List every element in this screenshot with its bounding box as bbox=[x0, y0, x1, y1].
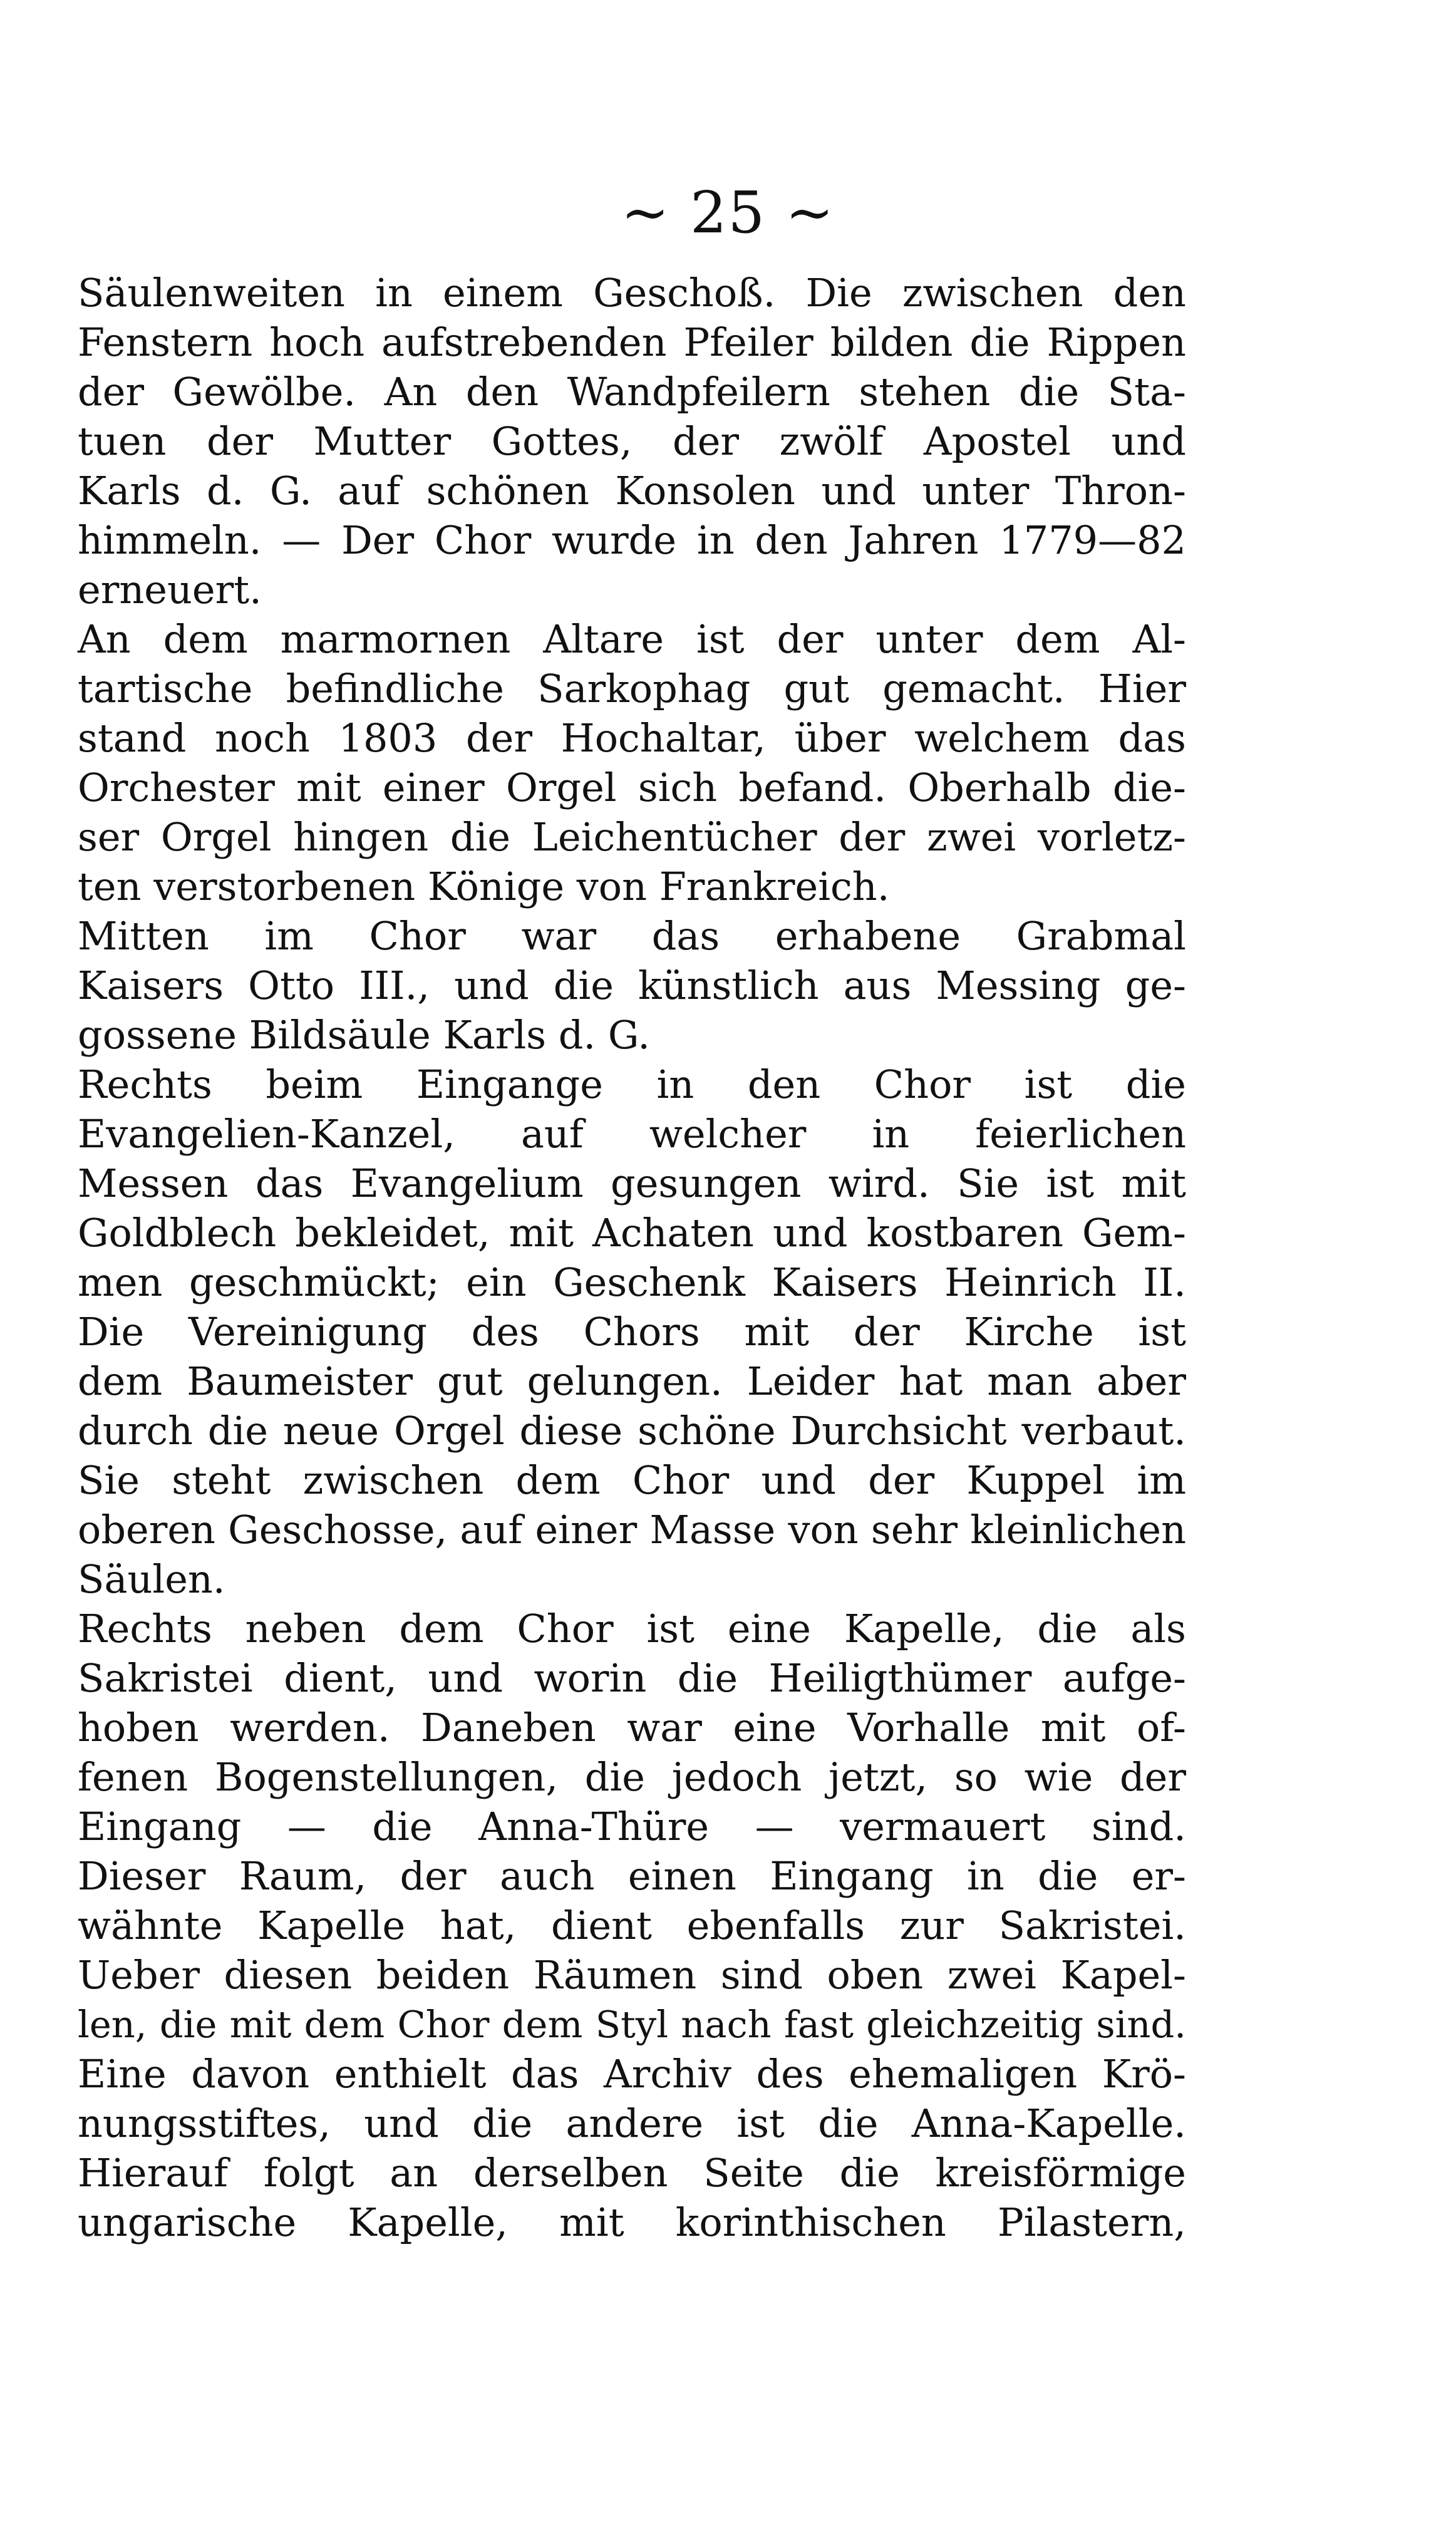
text-line: dem Baumeister gut gelungen. Leider hat man aber bbox=[78, 1358, 1186, 1404]
text-line: Eine davon enthielt das Archiv des ehemaligen Krö- bbox=[78, 2051, 1186, 2097]
text-line: hoben werden. Daneben war eine Vorhalle mit of- bbox=[78, 1705, 1186, 1750]
text-line: men geschmückt; ein Geschenk Kaisers Heinrich II. bbox=[78, 1259, 1186, 1305]
text-line: gossene Bildsäule Karls d. G. bbox=[78, 1012, 650, 1058]
text-line: erneuert. bbox=[78, 567, 262, 612]
text-line: len, die mit dem Chor dem Styl nach fast gleichzeitig sind. bbox=[78, 2003, 1186, 2046]
body-text bbox=[78, 268, 1186, 2247]
text-line: Säulenweiten in einem Geschoß. Die zwischen den bbox=[78, 270, 1186, 316]
text-line: durch die neue Orgel diese schöne Durchsicht verbaut. bbox=[78, 1408, 1186, 1454]
page-number-header: ~ 25 ~ bbox=[621, 179, 835, 246]
text-line: Evangelien-Kanzel, auf welcher in feierlichen bbox=[78, 1111, 1186, 1157]
text-line: Hierauf folgt an derselben Seite die kreisförmige bbox=[78, 2150, 1186, 2196]
text-line: Sakristei dient, und worin die Heiligthümer aufge- bbox=[78, 1655, 1186, 1701]
text-line: Ueber diesen beiden Räumen sind oben zwei Kapel- bbox=[78, 1952, 1186, 1998]
text-line: tartische befindliche Sarkophag gut gemacht. Hier bbox=[78, 666, 1186, 711]
text-line: ser Orgel hingen die Leichentücher der zwei vorletz- bbox=[78, 814, 1186, 860]
text-line: Orchester mit einer Orgel sich befand. Oberhalb die- bbox=[78, 765, 1186, 810]
text-line: Die Vereinigung des Chors mit der Kirche ist bbox=[78, 1309, 1186, 1355]
text-line: nungsstiftes, und die andere ist die Anna-Kapelle. bbox=[78, 2101, 1186, 2146]
text-line: An dem marmornen Altare ist der unter dem Al- bbox=[78, 616, 1186, 662]
text-line: Rechts neben dem Chor ist eine Kapelle, die als bbox=[78, 1606, 1186, 1651]
text-line: tuen der Mutter Gottes, der zwölf Apostel und bbox=[78, 418, 1186, 464]
text-line: Säulen. bbox=[78, 1556, 225, 1602]
text-line: fenen Bogenstellungen, die jedoch jetzt, so wie der bbox=[78, 1754, 1186, 1800]
text-line: Eingang — die Anna-Thüre — vermauert sind. bbox=[78, 1804, 1186, 1849]
text-line: oberen Geschosse, auf einer Masse von sehr kleinlichen bbox=[78, 1507, 1186, 1553]
text-line: ungarische Kapelle, mit korinthischen Pilastern, bbox=[78, 2199, 1186, 2245]
text-line: Kaisers Otto III., und die künstlich aus Messing ge- bbox=[78, 963, 1186, 1008]
text-line: Rechts beim Eingange in den Chor ist die bbox=[78, 1062, 1186, 1107]
text-line: Fenstern hoch aufstrebenden Pfeiler bilden die Rippen bbox=[78, 319, 1186, 365]
text-line: der Gewölbe. An den Wandpfeilern stehen die Sta- bbox=[78, 369, 1186, 415]
text-line: stand noch 1803 der Hochaltar, über welchem das bbox=[78, 715, 1186, 761]
text-line: himmeln. — Der Chor wurde in den Jahren 1779—82 bbox=[78, 517, 1186, 563]
text-line: Goldblech bekleidet, mit Achaten und kostbaren Gem- bbox=[78, 1210, 1186, 1256]
text-line: Mitten im Chor war das erhabene Grabmal bbox=[78, 913, 1186, 959]
text-line: Dieser Raum, der auch einen Eingang in die er- bbox=[78, 1853, 1186, 1899]
text-line: Sie steht zwischen dem Chor und der Kuppel im bbox=[78, 1457, 1186, 1503]
text-line: wähnte Kapelle hat, dient ebenfalls zur Sakristei. bbox=[78, 1903, 1186, 1948]
text-line: Karls d. G. auf schönen Konsolen und unter Thron- bbox=[78, 468, 1186, 514]
text-line: ten verstorbenen Könige von Frankreich. bbox=[78, 864, 890, 909]
text-line: Messen das Evangelium gesungen wird. Sie ist mit bbox=[78, 1160, 1186, 1206]
